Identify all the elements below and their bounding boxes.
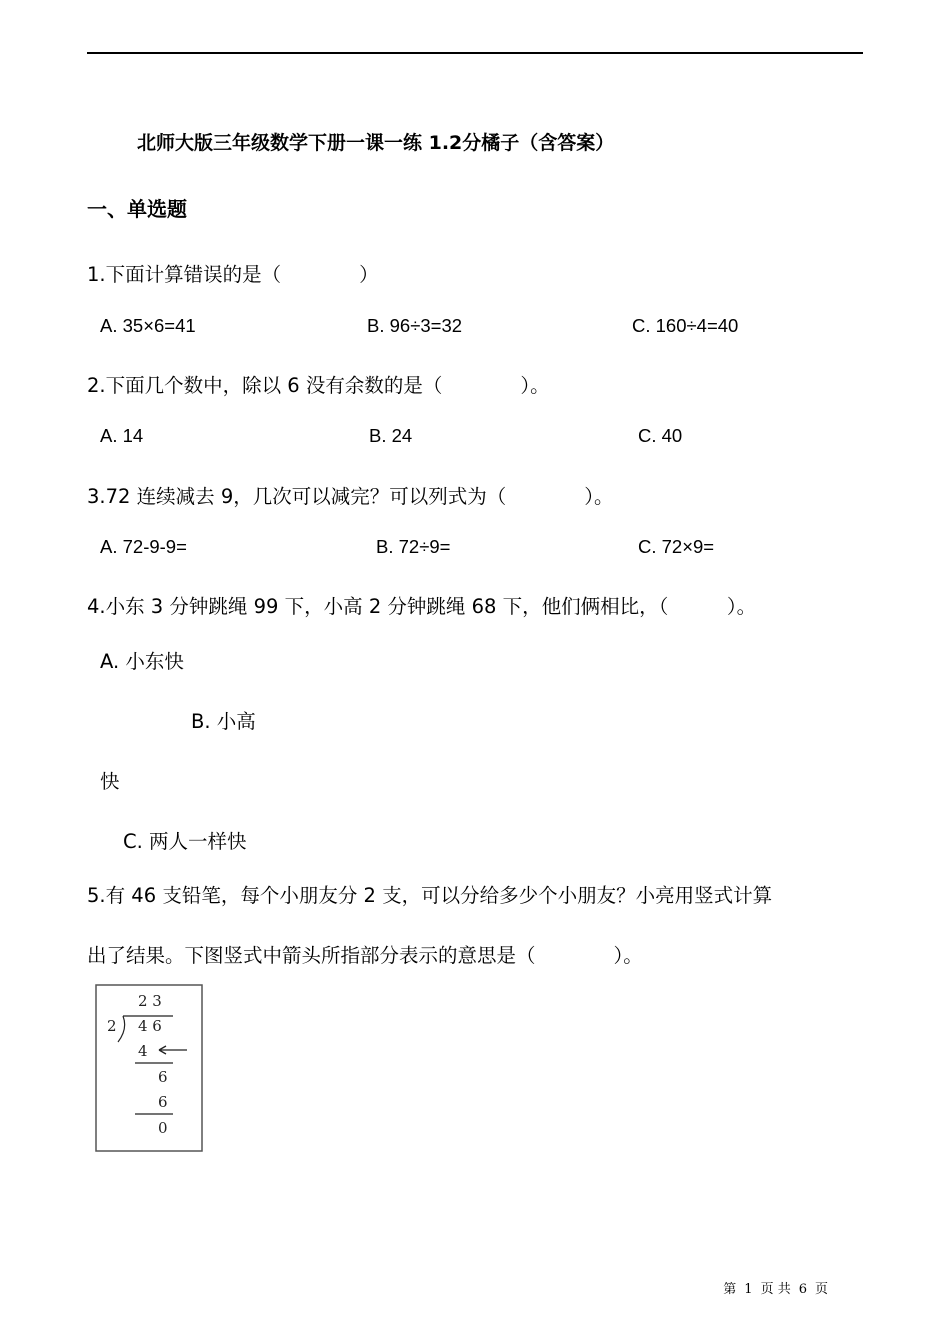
footer-label-pages: 页 xyxy=(814,1282,828,1297)
question-2-stem: 2.下面几个数中，除以 6 没有余数的是（ ）。 xyxy=(87,374,550,397)
footer-label-of: 页 共 xyxy=(760,1282,791,1297)
question-5-stem-line2: 出了结果。下图竖式中箭头所指部分表示的意思是（ ）。 xyxy=(87,944,643,967)
question-4-option-a: A. 小东快 xyxy=(100,650,184,673)
first-product: 4 xyxy=(138,1042,148,1060)
question-5-stem-line1: 5.有 46 支铅笔，每个小朋友分 2 支，可以分给多少个小朋友？小亮用竖式计算 xyxy=(87,884,773,907)
question-3-stem: 3.72 连续减去 9，几次可以减完？可以列式为（ ）。 xyxy=(87,485,614,508)
question-2-option-a: A. 14 xyxy=(100,425,144,446)
question-2-option-c: C. 40 xyxy=(638,425,683,446)
divisor: 2 xyxy=(107,1017,117,1035)
quotient: 2 3 xyxy=(138,992,162,1010)
long-division-figure xyxy=(95,984,203,1152)
question-4-option-c: C. 两人一样快 xyxy=(123,830,247,853)
question-4-stem: 4.小东 3 分钟跳绳 99 下，小高 2 分钟跳绳 68 下，他们俩相比，（ ）。 xyxy=(87,595,757,618)
question-1-option-a: A. 35×6=41 xyxy=(100,315,196,336)
question-3-option-c: C. 72×9= xyxy=(638,536,715,557)
question-3-option-a: A. 72-9-9= xyxy=(100,536,187,557)
question-4-option-b-wrap: 快 xyxy=(100,770,120,793)
document-title: 北师大版三年级数学下册一课一练 1.2分橘子（含答案） xyxy=(137,132,615,154)
page-footer xyxy=(719,1278,832,1297)
section-heading: 一、单选题 xyxy=(87,197,187,221)
question-3-option-b: B. 72÷9= xyxy=(376,536,451,557)
brought-down-digit: 6 xyxy=(158,1068,168,1086)
footer-total-pages: 6 xyxy=(798,1282,807,1297)
question-1-stem: 1.下面计算错误的是（ ） xyxy=(87,263,379,286)
question-2-option-b: B. 24 xyxy=(369,425,413,446)
second-product: 6 xyxy=(158,1093,168,1111)
remainder: 0 xyxy=(158,1119,168,1137)
dividend: 4 6 xyxy=(138,1017,162,1035)
footer-page-number: 1 xyxy=(744,1282,753,1297)
header-rule xyxy=(87,52,863,54)
question-1-option-c: C. 160÷4=40 xyxy=(632,315,739,336)
footer-label-page: 第 xyxy=(723,1282,737,1297)
question-4-option-b: B. 小高 xyxy=(191,710,256,733)
question-1-option-b: B. 96÷3=32 xyxy=(367,315,463,336)
